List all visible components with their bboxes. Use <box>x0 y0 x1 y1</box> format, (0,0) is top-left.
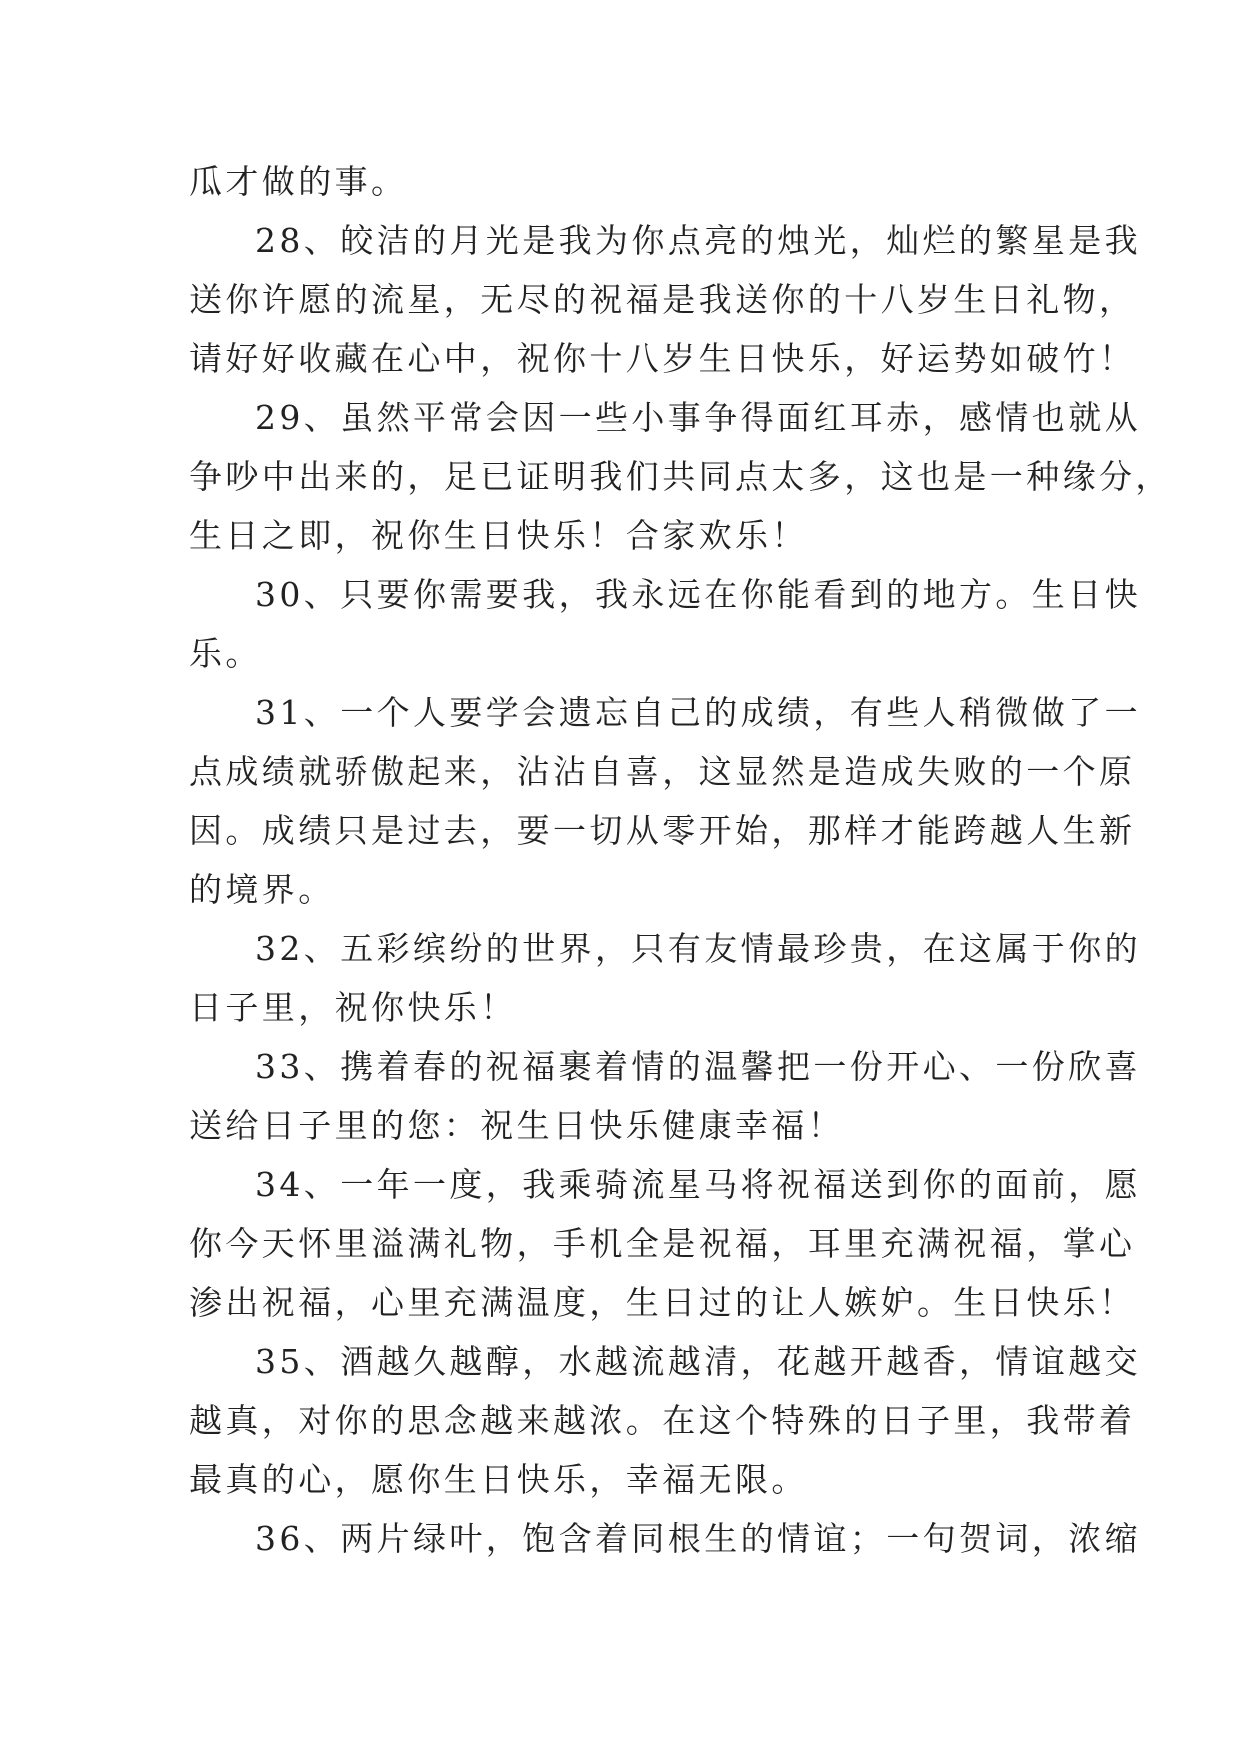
text-line: 30、只要你需要我，我永远在你能看到的地方。生日快 <box>255 575 1141 614</box>
text-line: 瓜才做的事。 <box>189 162 408 201</box>
text-line: 乐。 <box>189 634 262 673</box>
text-line: 日子里，祝你快乐！ <box>189 988 517 1027</box>
text-line: 35、酒越久越醇，水越流越清，花越开越香，情谊越交 <box>255 1342 1141 1381</box>
text-line: 33、携着春的祝福裹着情的温馨把一份开心、一份欣喜 <box>255 1047 1141 1086</box>
text-line: 的境界。 <box>189 870 335 909</box>
text-line: 请好好收藏在心中，祝你十八岁生日快乐，好运势如破竹！ <box>189 339 1136 378</box>
text-line: 36、两片绿叶，饱含着同根生的情谊；一句贺词，浓缩 <box>255 1519 1141 1558</box>
body-text <box>189 152 1172 1568</box>
text-line: 34、一年一度，我乘骑流星马将祝福送到你的面前，愿 <box>255 1165 1141 1204</box>
text-line: 29、虽然平常会因一些小事争得面红耳赤，感情也就从 <box>255 398 1141 437</box>
text-line: 渗出祝福，心里充满温度，生日过的让人嫉妒。生日快乐！ <box>189 1283 1136 1322</box>
text-line: 送给日子里的您：祝生日快乐健康幸福！ <box>189 1106 845 1145</box>
text-line: 28、皎洁的月光是我为你点亮的烛光，灿烂的繁星是我 <box>255 221 1141 260</box>
text-line: 点成绩就骄傲起来，沾沾自喜，这显然是造成失败的一个原 <box>189 752 1136 791</box>
text-line: 生日之即，祝你生日快乐！合家欢乐！ <box>189 516 808 555</box>
text-line: 32、五彩缤纷的世界，只有友情最珍贵，在这属于你的 <box>255 929 1141 968</box>
text-line: 31、一个人要学会遗忘自己的成绩，有些人稍微做了一 <box>255 693 1141 732</box>
text-line: 争吵中出来的，足已证明我们共同点太多，这也是一种缘分， <box>189 457 1172 496</box>
text-line: 你今天怀里溢满礼物，手机全是祝福，耳里充满祝福，掌心 <box>189 1224 1136 1263</box>
text-line: 送你许愿的流星，无尽的祝福是我送你的十八岁生日礼物， <box>189 280 1136 319</box>
text-line: 越真，对你的思念越来越浓。在这个特殊的日子里，我带着 <box>189 1401 1136 1440</box>
text-line: 因。成绩只是过去，要一切从零开始，那样才能跨越人生新 <box>189 811 1136 850</box>
text-line: 最真的心，愿你生日快乐，幸福无限。 <box>189 1460 808 1499</box>
